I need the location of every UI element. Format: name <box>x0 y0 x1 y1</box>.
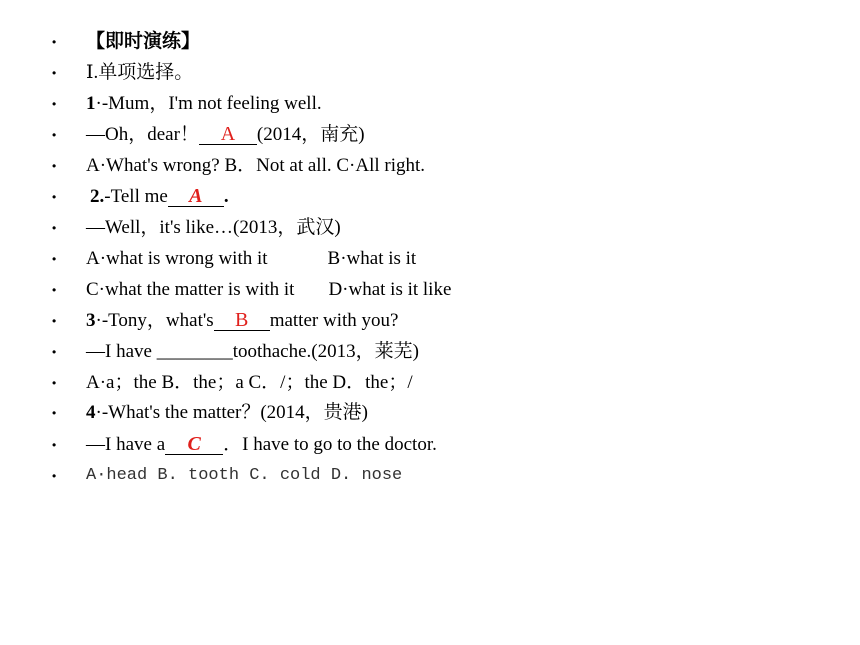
answer-mark: B <box>235 309 249 331</box>
answer-mark: A <box>220 123 236 145</box>
question-2-options-ab: A·what is wrong with it B·what is it <box>86 248 417 269</box>
question-1-options: A·What's wrong? B．Not at all. C·All right. <box>86 155 426 176</box>
question-4-stem: 4·-What's the matter？(2014，贵港) <box>86 402 369 423</box>
question-3-stem: 3·-Tony，what's B matter with you? <box>86 309 399 331</box>
bullet: • <box>52 469 57 483</box>
bullet: • <box>52 35 57 49</box>
answer-blank <box>214 310 270 331</box>
bullet: • <box>52 283 57 297</box>
question-1-stem <box>86 89 322 119</box>
bullet: • <box>52 406 57 420</box>
question-2-stem: 2.-Tell me A . <box>90 185 229 207</box>
question-2-reply: —Well，it's like…(2013，武汉) <box>86 217 341 238</box>
bullet: • <box>52 97 57 111</box>
question-number: 1 <box>86 93 96 114</box>
bullet: • <box>52 221 57 235</box>
bullet: • <box>52 252 57 266</box>
question-4-reply: —I have a C ．I have to go to the doctor. <box>86 433 437 455</box>
section-subheading: Ⅰ.单项选择。 <box>86 62 194 83</box>
bullet: • <box>52 66 57 80</box>
question-text: ·-Mum，I'm not feeling well. <box>95 93 322 114</box>
question-4-options: A·head B. tooth C. cold D. nose <box>86 466 403 485</box>
answer-mark: C <box>187 433 201 455</box>
answer-mark: A <box>189 185 203 207</box>
bullet: • <box>52 159 57 173</box>
question-number: 2. <box>90 186 105 207</box>
section-heading: 【即时演练】 <box>86 31 201 52</box>
question-1-reply: —Oh，dear！ A (2014，南充) <box>86 123 365 145</box>
question-3-options: A·a；the B．the；a C．/；the D．the；/ <box>86 372 413 393</box>
answer-blank <box>199 124 257 145</box>
question-2-options-cd: C·what the matter is with it D·what is it like <box>86 279 452 300</box>
question-number: 3 <box>86 310 96 331</box>
bullet: • <box>52 314 57 328</box>
bullet: • <box>52 345 57 359</box>
bullet: • <box>52 376 57 390</box>
question-3-reply: —I have ________toothache.(2013，莱芜) <box>86 341 419 362</box>
answer-blank <box>165 434 223 455</box>
question-number: 4 <box>86 402 96 423</box>
bullet: • <box>52 128 57 142</box>
bullet: • <box>52 190 57 204</box>
answer-blank <box>168 186 224 207</box>
bullet: • <box>52 438 57 452</box>
